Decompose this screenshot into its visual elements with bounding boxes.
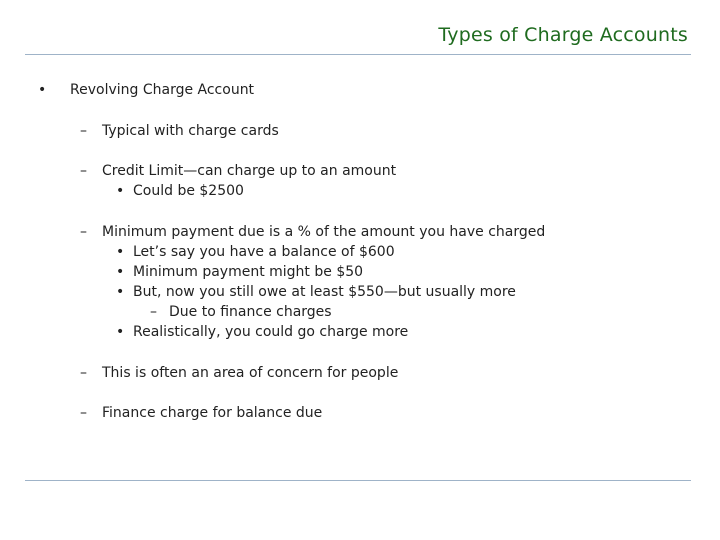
bullet-marker: • [38, 82, 47, 98]
level4-item: Due to finance charges [169, 304, 332, 320]
level2-item: Credit Limit—can charge up to an amount [102, 163, 397, 179]
level2-item: Finance charge for balance due [102, 405, 323, 421]
bullet-marker: • [116, 264, 125, 280]
bullet-marker: • [116, 244, 125, 260]
bullet-marker: • [116, 324, 125, 340]
dash-marker: – [80, 365, 87, 381]
dash-marker: – [80, 224, 87, 240]
level1-item: Revolving Charge Account [70, 82, 255, 98]
level3-item: But, now you still owe at least $550—but usually more [133, 284, 516, 300]
level2-item: This is often an area of concern for people [102, 365, 399, 381]
bottom-divider [25, 480, 691, 481]
bullet-marker: • [116, 183, 125, 199]
dash-marker: – [80, 163, 87, 179]
slide-title: Types of Charge Accounts [438, 24, 688, 46]
dash-marker: – [80, 123, 87, 139]
level3-item: Realistically, you could go charge more [133, 324, 409, 340]
bullet-marker: • [116, 284, 125, 300]
level3-item: Let’s say you have a balance of $600 [133, 244, 395, 260]
top-divider [25, 54, 691, 55]
dash-marker: – [150, 304, 157, 320]
level2-item: Minimum payment due is a % of the amount you have charged [102, 224, 546, 240]
dash-marker: – [80, 405, 87, 421]
level3-item: Could be $2500 [133, 183, 244, 199]
level3-item: Minimum payment might be $50 [133, 264, 364, 280]
level2-item: Typical with charge cards [102, 123, 279, 139]
